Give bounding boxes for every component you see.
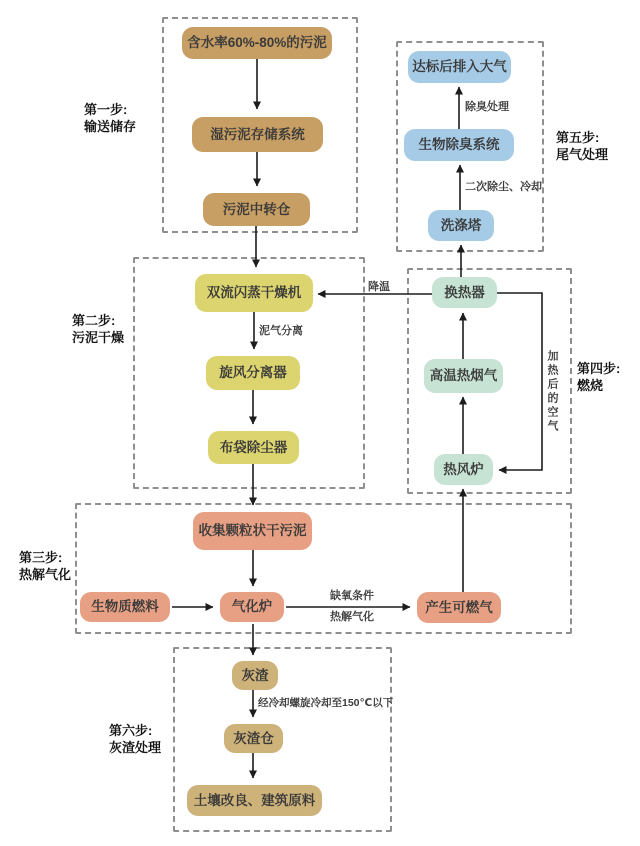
label-step4 [577,361,620,395]
label-step2-line2: 污泥干燥 [72,329,125,345]
label-step2 [72,313,124,347]
node-biofilter: 生物除臭系统 [404,129,514,161]
label-step3 [19,550,71,584]
node-ash: 灰渣 [232,661,278,690]
node-cyclone: 旋风分离器 [206,356,300,390]
edge-label-mud-gas-sep: 泥气分离 [259,325,303,337]
node-wet-sludge: 含水率60%-80%的污泥 [182,27,332,59]
edge-label-pyrolysis: 热解气化 [330,611,374,623]
label-step5-line2: 尾气处理 [556,146,609,162]
edge-label-deodorize: 除臭处理 [465,101,509,113]
node-storage: 湿污泥存储系统 [192,117,323,152]
label-step1 [84,102,136,136]
node-biomass: 生物质燃料 [80,592,170,622]
edge-label-ash-cooling: 经冷却螺旋冷却至150℃以下 [258,697,394,709]
label-step6-line1: 第六步: [109,723,153,738]
node-baghouse: 布袋除尘器 [208,431,299,464]
label-step3-line2: 热解气化 [19,566,72,582]
node-syngas: 产生可燃气 [417,592,501,623]
node-dryer: 双流闪蒸干燥机 [195,274,313,312]
label-step5-line1: 第五步: [556,130,600,145]
edge-label-heated-air: 加热后的空气 [546,350,558,434]
node-dry-sludge: 收集颗粒状干污泥 [193,512,312,550]
node-transfer: 污泥中转仓 [203,193,310,226]
label-step4-line1: 第四步: [577,361,621,376]
label-step1-line2: 输送储存 [84,118,137,134]
label-step6 [109,723,161,757]
node-scrubber: 洗涤塔 [428,210,494,241]
label-step3-line1: 第三步: [19,550,63,565]
node-discharge: 达标后排入大气 [408,51,511,83]
label-step5 [556,130,608,164]
label-step1-line1: 第一步: [84,102,128,117]
node-ash-silo: 灰渣仓 [224,724,283,753]
node-reuse: 土壤改良、建筑原料 [187,785,322,816]
edge-label-cool-down: 降温 [368,281,390,293]
label-step4-line2: 燃烧 [577,377,604,393]
node-hot-blast-stove: 热风炉 [434,454,493,485]
node-gasifier: 气化炉 [220,592,284,622]
node-heat-exchanger: 换热器 [432,277,497,308]
label-step2-line1: 第二步: [72,313,116,328]
node-flue-gas: 高温热烟气 [424,359,503,393]
label-step6-line2: 灰渣处理 [109,739,162,755]
edge-label-anoxic: 缺氧条件 [330,590,374,602]
edge-label-dedust-cool: 二次除尘、冷却 [465,181,542,193]
